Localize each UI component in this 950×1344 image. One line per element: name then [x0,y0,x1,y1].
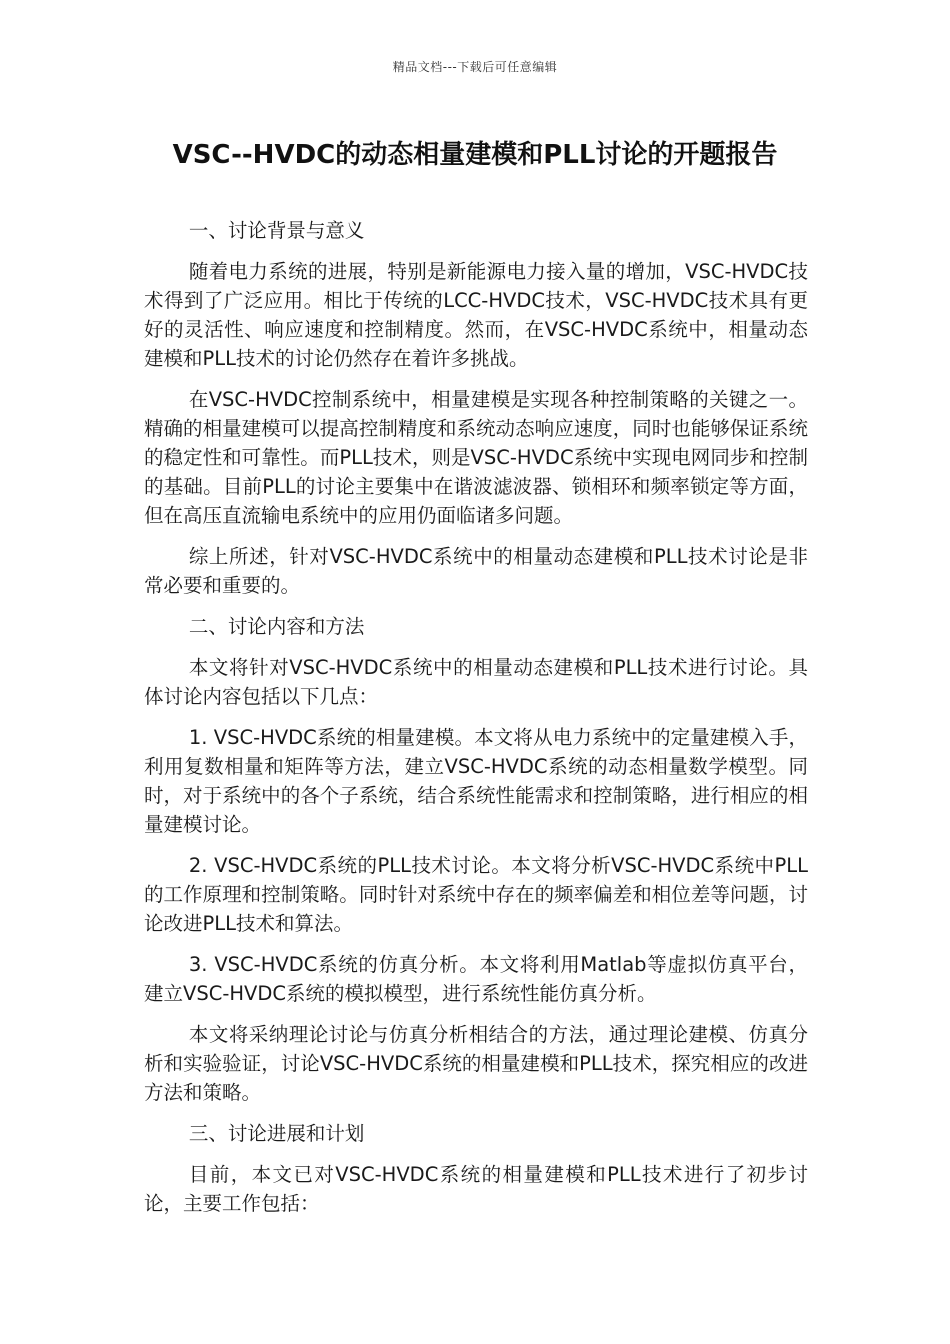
header-note: 精品文档---下载后可任意编辑 [392,60,558,74]
paragraph: 随着电力系统的进展，特别是新能源电力接入量的增加，VSC-HVDC技术得到了广泛应用。相比于传统的LCC-HVDC技术，VSC-HVDC技术具有更好的灵活性、响应速度和控制精度。然而，在VSC-HVDC系统中，相量动态建模和PLL技术的讨论仍然存在着许多挑战。 [144,260,808,370]
paragraph: 本文将采纳理论讨论与仿真分析相结合的方法，通过理论建模、仿真分析和实验验证，讨论VSC-HVDC系统的相量建模和PLL技术，探究相应的改进方法和策略。 [144,1023,808,1104]
section-heading-background: 一、讨论背景与意义 [188,219,365,242]
section-heading-progress-plan: 三、讨论进展和计划 [188,1122,365,1145]
section-heading-content-methods: 二、讨论内容和方法 [188,615,365,638]
paragraph: 本文将针对VSC-HVDC系统中的相量动态建模和PLL技术进行讨论。具体讨论内容包括以下几点： [144,656,808,708]
list-item: 1. VSC-HVDC系统的相量建模。本文将从电力系统中的定量建模入手，利用复数相量和矩阵等方法，建立VSC-HVDC系统的动态相量数学模型。同时，对于系统中的各个子系统，结合系统性能需求和控制策略，进行相应的相量建模讨论。 [144,726,808,836]
paragraph: 目前，本文已对VSC-HVDC系统的相量建模和PLL技术进行了初步讨论，主要工作包括： [144,1163,808,1215]
document-title: VSC--HVDC的动态相量建模和PLL讨论的开题报告 [172,140,778,170]
paragraph: 在VSC-HVDC控制系统中，相量建模是实现各种控制策略的关键之一。精确的相量建模可以提高控制精度和系统动态响应速度，同时也能够保证系统的稳定性和可靠性。而PLL技术，则是VSC-HVDC系统中实现电网同步和控制的基础。目前PLL的讨论主要集中在谐波滤波器、锁相环和频率锁定等方面，但在高压直流输电系统中的应用仍面临诸多问题。 [144,388,808,527]
list-item: 2. VSC-HVDC系统的PLL技术讨论。本文将分析VSC-HVDC系统中PLL的工作原理和控制策略。同时针对系统中存在的频率偏差和相位差等问题，讨论改进PLL技术和算法。 [144,854,808,935]
list-item: 3. VSC-HVDC系统的仿真分析。本文将利用Matlab等虚拟仿真平台，建立VSC-HVDC系统的模拟模型，进行系统性能仿真分析。 [144,953,808,1005]
paragraph: 综上所述，针对VSC-HVDC系统中的相量动态建模和PLL技术讨论是非常必要和重要的。 [144,545,808,597]
document-body [144,216,808,1230]
